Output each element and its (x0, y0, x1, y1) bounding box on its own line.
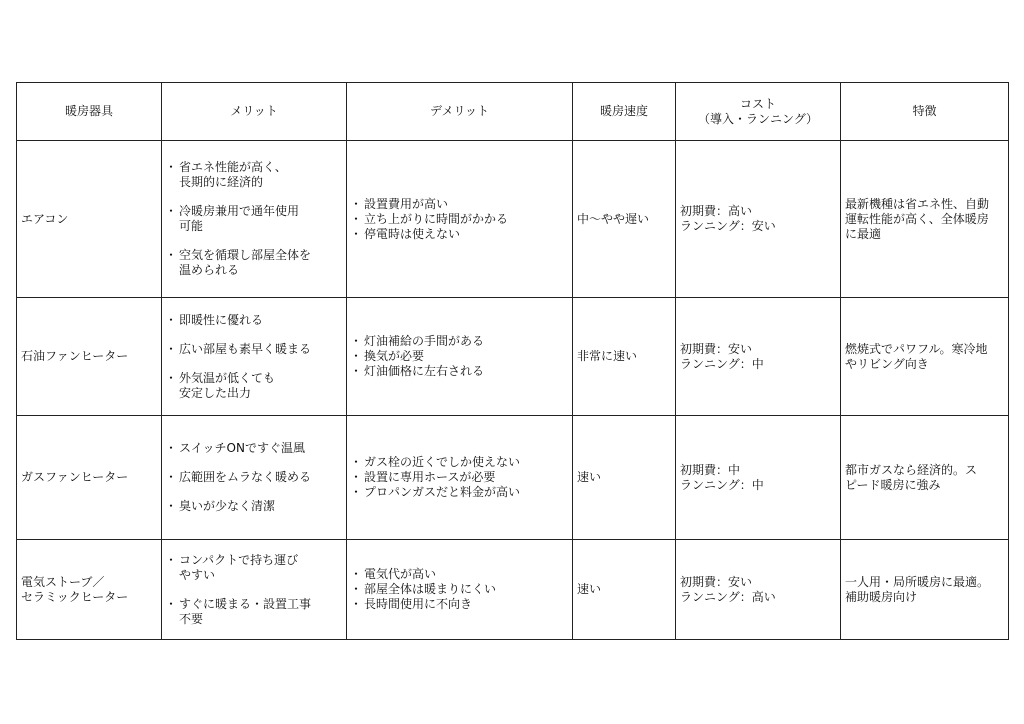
list-item: ・ コンパクトで持ち運び やすい (170, 553, 342, 583)
header-device: 暖房器具 (17, 83, 162, 141)
merit-cell (162, 416, 347, 540)
merit-cell (162, 298, 347, 416)
demerit-cell (347, 416, 573, 540)
heater-comparison-table (16, 82, 1009, 640)
merit-list (166, 313, 342, 401)
list-item: ・ 省エネ性能が高く、 長期的に経済的 (170, 160, 342, 190)
demerit-list (351, 197, 568, 242)
merit-list (166, 553, 342, 627)
list-item: ・ 電気代が高い (355, 567, 568, 582)
merit-list (166, 441, 342, 514)
cost-cell: 初期費：中 ランニング：中 (676, 416, 841, 540)
cost-cell: 初期費：安い ランニング：高い (676, 540, 841, 640)
list-item: ・ 空気を循環し部屋全体を 温められる (170, 248, 342, 278)
list-item: ・ プロパンガスだと料金が高い (355, 485, 568, 500)
device-name: ガスファンヒーター (17, 416, 162, 540)
merit-list (166, 160, 342, 278)
speed-cell: 速い (573, 540, 676, 640)
list-item: ・ 長時間使用に不向き (355, 597, 568, 612)
feature-cell: 燃焼式でパワフル。寒冷地 やリビング向き (841, 298, 1009, 416)
demerit-list (351, 567, 568, 612)
header-cost-subtitle: （導入・ランニング） (697, 111, 819, 126)
feature-cell: 一人用・局所暖房に最適。 補助暖房向け (841, 540, 1009, 640)
list-item: ・ 設置に専用ホースが必要 (355, 470, 568, 485)
list-item: ・ 外気温が低くても 安定した出力 (170, 371, 342, 401)
merit-cell (162, 141, 347, 298)
table-header-row (17, 83, 1009, 141)
list-item: ・ スイッチONですぐ温風 (170, 441, 342, 456)
feature-cell: 最新機種は省エネ性、自動 運転性能が高く、全体暖房 に最適 (841, 141, 1009, 298)
merit-cell (162, 540, 347, 640)
list-item: ・ 冷暖房兼用で通年使用 可能 (170, 204, 342, 234)
demerit-list (351, 334, 568, 379)
header-demerit: デメリット (347, 83, 573, 141)
list-item: ・ 換気が必要 (355, 349, 568, 364)
list-item: ・ 部屋全体は暖まりにくい (355, 582, 568, 597)
list-item: ・ 灯油価格に左右される (355, 364, 568, 379)
table-row (17, 141, 1009, 298)
speed-cell: 非常に速い (573, 298, 676, 416)
table-row (17, 416, 1009, 540)
list-item: ・ 灯油補給の手間がある (355, 334, 568, 349)
header-cost-title: コスト (739, 96, 776, 111)
speed-cell: 速い (573, 416, 676, 540)
table-row (17, 540, 1009, 640)
demerit-cell (347, 141, 573, 298)
list-item: ・ 広い部屋も素早く暖まる (170, 342, 342, 357)
device-name: 電気ストーブ／ セラミックヒーター (17, 540, 162, 640)
header-speed: 暖房速度 (573, 83, 676, 141)
cost-cell: 初期費：安い ランニング：中 (676, 298, 841, 416)
list-item: ・ 臭いが少なく清潔 (170, 499, 342, 514)
list-item: ・ すぐに暖まる・設置工事 不要 (170, 597, 342, 627)
list-item: ・ 即暖性に優れる (170, 313, 342, 328)
demerit-list (351, 455, 568, 500)
list-item: ・ 停電時は使えない (355, 227, 568, 242)
feature-cell: 都市ガスなら経済的。ス ピード暖房に強み (841, 416, 1009, 540)
demerit-cell (347, 298, 573, 416)
list-item: ・ ガス栓の近くでしか使えない (355, 455, 568, 470)
table-row (17, 298, 1009, 416)
list-item: ・ 設置費用が高い (355, 197, 568, 212)
list-item: ・ 立ち上がりに時間がかかる (355, 212, 568, 227)
list-item: ・ 広範囲をムラなく暖める (170, 470, 342, 485)
header-cost (676, 83, 841, 141)
header-feature: 特徴 (841, 83, 1009, 141)
cost-cell: 初期費：高い ランニング：安い (676, 141, 841, 298)
device-name: 石油ファンヒーター (17, 298, 162, 416)
speed-cell: 中〜やや遅い (573, 141, 676, 298)
header-merit: メリット (162, 83, 347, 141)
demerit-cell (347, 540, 573, 640)
device-name: エアコン (17, 141, 162, 298)
